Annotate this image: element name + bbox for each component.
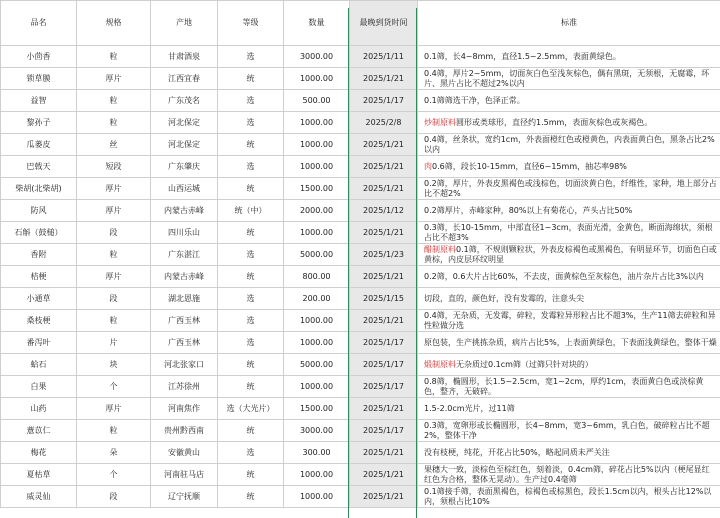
standard-text: 原包装，生产挑拣杂质，病片占比5%，上表面黄绿色，下表面浅黄绿色，整体干燥	[424, 337, 717, 347]
cell-qty[interactable]: 1500.00	[284, 398, 350, 420]
standard-text: 0.1筛，不规则颗粒状，外表皮棕褐色或黑褐色，有明显环节，切面色白或黄棕，内皮层环纹明显	[424, 244, 717, 264]
cell-date[interactable]: 2025/1/17	[350, 332, 418, 354]
standard-text: 0.3筛，长10-15mm，中部直径1~3cm，表面光滑，金黄色，断面海绵状，须根占比不超3%	[424, 222, 713, 242]
cell-origin[interactable]: 贵州黔西南	[151, 420, 218, 442]
table-row	[1, 178, 720, 200]
cell-name[interactable]: 黎孙子	[1, 112, 77, 134]
cell-spec[interactable]: 段	[77, 486, 151, 508]
selection-border-right	[416, 8, 417, 518]
cell-origin[interactable]: 山西运城	[151, 178, 218, 200]
cell-grade[interactable]: 选	[218, 310, 284, 332]
cell-name[interactable]: 益智	[1, 90, 77, 112]
standard-text: 0.1筛筛选干净，色泽正常。	[424, 95, 525, 105]
cell-origin[interactable]: 河北保定	[151, 134, 218, 156]
cell-qty[interactable]: 1000.00	[284, 68, 350, 90]
cell-spec[interactable]: 段	[77, 288, 151, 310]
cell-qty[interactable]: 1000.00	[284, 112, 350, 134]
cell-name[interactable]: 防风	[1, 200, 77, 222]
cell-origin[interactable]: 河北张家口	[151, 354, 218, 376]
cell-qty[interactable]: 1000.00	[284, 134, 350, 156]
table-row	[1, 442, 720, 464]
cell-qty[interactable]: 5000.00	[284, 244, 350, 266]
cell-qty[interactable]: 3000.00	[284, 46, 350, 68]
cell-standard[interactable]	[418, 200, 720, 222]
cell-grade[interactable]: 选	[218, 90, 284, 112]
cell-origin[interactable]: 江西宜春	[151, 68, 218, 90]
cell-name[interactable]: 夏枯草	[1, 464, 77, 486]
standard-text: 0.1筛，长4~8mm，直径1.5~2.5mm，表面黄绿色。	[424, 51, 621, 61]
cell-date[interactable]: 2025/1/21	[350, 68, 418, 90]
cell-date[interactable]: 2025/1/21	[350, 398, 418, 420]
cell-name[interactable]: 柴胡(北柴胡)	[1, 178, 77, 200]
cell-name[interactable]: 威灵仙	[1, 486, 77, 508]
table-body	[1, 46, 720, 508]
cell-date[interactable]: 2025/2/8	[350, 112, 418, 134]
cell-origin[interactable]: 河北保定	[151, 112, 218, 134]
cell-date[interactable]: 2025/1/21	[350, 486, 418, 508]
standard-text: 0.4筛，丝条状，宽约1cm，外表面橙红色或橙黄色，内表面黄白色，黑条占比2%以内	[424, 134, 715, 154]
cell-grade[interactable]: 统	[218, 464, 284, 486]
cell-name[interactable]: 番泻叶	[1, 332, 77, 354]
cell-qty[interactable]: 1000.00	[284, 222, 350, 244]
cell-qty[interactable]: 1500.00	[284, 178, 350, 200]
standard-text: 果穗大一致，淡棕色至棕红色，刻着淡，0.4cm筛，碎花占比5%以内（梗尾显红红色为合格，整体无晃动）。生产过0.4毫筛	[424, 464, 710, 484]
cell-origin[interactable]: 河南驻马店	[151, 464, 218, 486]
cell-name[interactable]: 石斛（鼓槌）	[1, 222, 77, 244]
cell-grade[interactable]: 统	[218, 354, 284, 376]
cell-spec[interactable]: 朵	[77, 442, 151, 464]
cell-spec[interactable]: 厚片	[77, 200, 151, 222]
cell-origin[interactable]: 广东肇庆	[151, 156, 218, 178]
header-grade[interactable]: 等级	[218, 1, 284, 46]
standard-text: 0.4筛，厚片2~5mm，切面灰白色至浅灰棕色，偶有黑斑，无须根，无腐霉，坏片、黑片占比不超过2%以内	[424, 68, 710, 88]
cell-origin[interactable]: 内蒙古赤峰	[151, 200, 218, 222]
cell-date[interactable]: 2025/1/17	[350, 420, 418, 442]
cell-grade[interactable]: 统	[218, 68, 284, 90]
cell-spec[interactable]: 短段	[77, 156, 151, 178]
cell-origin[interactable]: 江苏徐州	[151, 376, 218, 398]
selection-border-left	[348, 8, 349, 518]
cell-name[interactable]: 梅花	[1, 442, 77, 464]
table-row	[1, 486, 720, 508]
standard-text: 没有枝梗，纯花，开花占比50%，略起同质未严关注	[424, 447, 610, 457]
cell-date[interactable]: 2025/1/21	[350, 310, 418, 332]
cell-grade[interactable]: 选	[218, 442, 284, 464]
cell-grade[interactable]: 统	[218, 376, 284, 398]
cell-standard[interactable]	[418, 486, 720, 508]
cell-standard[interactable]	[418, 442, 720, 464]
cell-standard[interactable]	[418, 354, 720, 376]
cell-standard[interactable]	[418, 46, 720, 68]
cell-qty[interactable]: 5000.00	[284, 354, 350, 376]
header-spec[interactable]: 规格	[77, 1, 151, 46]
cell-origin[interactable]: 辽宁抚顺	[151, 486, 218, 508]
cell-spec[interactable]: 厚片	[77, 68, 151, 90]
cell-standard[interactable]	[418, 156, 720, 178]
cell-name[interactable]: 小通草	[1, 288, 77, 310]
cell-standard[interactable]	[418, 222, 720, 244]
cell-spec[interactable]: 粒	[77, 420, 151, 442]
standard-text: 0.2筛，厚片，外表皮黑褐色或浅棕色，切面淡黄白色，纤维性，家种，地上部分占比不超2%	[424, 178, 717, 198]
table-row	[1, 464, 720, 486]
cell-qty[interactable]: 3000.00	[284, 420, 350, 442]
cell-qty[interactable]: 1000.00	[284, 156, 350, 178]
cell-origin[interactable]: 四川乐山	[151, 222, 218, 244]
cell-name[interactable]: 锁草膜	[1, 68, 77, 90]
cell-standard[interactable]	[418, 376, 720, 398]
standard-text: 圆形或类球形，直径约1.5mm，表面灰棕色或灰褐色。	[456, 117, 653, 127]
cell-grade[interactable]: 选	[218, 288, 284, 310]
cell-standard[interactable]	[418, 420, 720, 442]
standard-text: 0.1筛接手筛，表面黑褐色，棕褐色或棕黑色，段长1.5cm以内，根头占比12%以内，须根占比10%	[424, 486, 712, 506]
cell-spec[interactable]: 粒	[77, 310, 151, 332]
table-row	[1, 376, 720, 398]
cell-date[interactable]: 2025/1/21	[350, 442, 418, 464]
cell-name[interactable]: 桔梗	[1, 266, 77, 288]
cell-spec[interactable]: 块	[77, 354, 151, 376]
cell-date[interactable]: 2025/1/21	[350, 464, 418, 486]
cell-grade[interactable]: 统	[218, 222, 284, 244]
cell-name[interactable]: 瓜蒌皮	[1, 134, 77, 156]
cell-date[interactable]: 2025/1/21	[350, 222, 418, 244]
standard-text: 0.4筛，无杂质，无发霉，碎粒，发霉粒异形粒占比不超3%，生产11筛去碎粒和异性粒做分选	[424, 310, 716, 330]
cell-standard[interactable]	[418, 310, 720, 332]
standard-prefix: 煅制原料	[424, 359, 456, 369]
cell-standard[interactable]	[418, 134, 720, 156]
cell-name[interactable]: 巴戟天	[1, 156, 77, 178]
cell-name[interactable]: 薏苡仁	[1, 420, 77, 442]
cell-grade[interactable]: 统	[218, 266, 284, 288]
cell-origin[interactable]: 甘肃酒泉	[151, 46, 218, 68]
cell-grade[interactable]: 选	[218, 46, 284, 68]
cell-standard[interactable]	[418, 90, 720, 112]
cell-standard[interactable]	[418, 68, 720, 90]
cell-date[interactable]: 2025/1/11	[350, 46, 418, 68]
cell-standard[interactable]	[418, 288, 720, 310]
table-row	[1, 156, 720, 178]
table-row	[1, 200, 720, 222]
standard-text: 1.5-2.0cm光片，过11筛	[424, 403, 515, 413]
standard-text: 0.3筛，宽卵形或长椭圆形，长4~8mm，宽3~6mm，乳白色，破碎粒占比不超2%，整体干净	[424, 420, 710, 440]
cell-name[interactable]: 山药	[1, 398, 77, 420]
table-row	[1, 90, 720, 112]
cell-date[interactable]: 2025/1/23	[350, 244, 418, 266]
cell-date[interactable]: 2025/1/17	[350, 354, 418, 376]
cell-spec[interactable]: 个	[77, 464, 151, 486]
standard-prefix: 醋制原料	[424, 244, 456, 254]
cell-qty[interactable]: 1000.00	[284, 464, 350, 486]
standard-text: 0.2筛厚片，赤峰家种，80%以上有菊花心，芦头占比50%	[424, 205, 633, 215]
table-row	[1, 288, 720, 310]
cell-grade[interactable]: 选	[218, 244, 284, 266]
cell-qty[interactable]: 1000.00	[284, 376, 350, 398]
table-row	[1, 134, 720, 156]
cell-grade[interactable]: 选	[218, 156, 284, 178]
cell-date[interactable]: 2025/1/15	[350, 288, 418, 310]
cell-qty[interactable]: 300.00	[284, 442, 350, 464]
cell-grade[interactable]: 统	[218, 178, 284, 200]
cell-standard[interactable]	[418, 178, 720, 200]
standard-text: 0.6筛，段长10-15mm，直径6~15mm，抽芯率98%	[432, 161, 627, 171]
standard-text: 无杂质过0.1cm筛（过筛只针对块的）	[456, 359, 593, 369]
cell-grade[interactable]: 选	[218, 332, 284, 354]
cell-origin[interactable]: 广东茂名	[151, 90, 218, 112]
cell-standard[interactable]	[418, 398, 720, 420]
standard-prefix: 炒制原料	[424, 117, 456, 127]
table-row	[1, 112, 720, 134]
cell-grade[interactable]: 统（中）	[218, 200, 284, 222]
header-row	[1, 1, 720, 46]
cell-standard[interactable]	[418, 332, 720, 354]
cell-date[interactable]: 2025/1/21	[350, 134, 418, 156]
table-row	[1, 354, 720, 376]
cell-spec[interactable]: 段	[77, 222, 151, 244]
cell-standard[interactable]	[418, 266, 720, 288]
cell-spec[interactable]: 粒	[77, 90, 151, 112]
cell-qty[interactable]: 200.00	[284, 288, 350, 310]
header-name[interactable]: 品名	[1, 1, 77, 46]
table-row	[1, 244, 720, 266]
header-date[interactable]: 最晚到货时间	[350, 1, 418, 46]
cell-grade[interactable]: 统	[218, 134, 284, 156]
cell-origin[interactable]: 安徽黄山	[151, 442, 218, 464]
cell-spec[interactable]: 厚片	[77, 266, 151, 288]
cell-spec[interactable]: 粒	[77, 46, 151, 68]
cell-standard[interactable]	[418, 112, 720, 134]
cell-qty[interactable]: 800.00	[284, 266, 350, 288]
cell-origin[interactable]: 广西玉林	[151, 310, 218, 332]
cell-qty[interactable]: 1000.00	[284, 486, 350, 508]
cell-spec[interactable]: 个	[77, 376, 151, 398]
standard-text: 0.2筛，0.6大片占比60%，不去皮，面黄棕色至灰棕色，油片杂片占比3%以内	[424, 271, 704, 281]
table-row	[1, 68, 720, 90]
cell-name[interactable]: 小茴香	[1, 46, 77, 68]
cell-name[interactable]: 白果	[1, 376, 77, 398]
table-row	[1, 398, 720, 420]
standard-text: 0.8筛，椭圆形，长1.5~2.5cm，宽1~2cm，厚约1cm，表面黄白色或淡棕黄色，整齐，无破碎。	[424, 376, 704, 396]
cell-date[interactable]: 2025/1/21	[350, 178, 418, 200]
cell-date[interactable]: 2025/1/17	[350, 90, 418, 112]
cell-grade[interactable]: 统	[218, 420, 284, 442]
cell-origin[interactable]: 广西玉林	[151, 332, 218, 354]
cell-origin[interactable]: 河南焦作	[151, 398, 218, 420]
cell-spec[interactable]: 丝	[77, 134, 151, 156]
table-row	[1, 420, 720, 442]
cell-qty[interactable]: 500.00	[284, 90, 350, 112]
cell-grade[interactable]: 统	[218, 486, 284, 508]
cell-date[interactable]: 2025/1/17	[350, 376, 418, 398]
cell-date[interactable]: 2025/1/21	[350, 156, 418, 178]
header-standard[interactable]: 标准	[418, 1, 720, 46]
standard-text: 切段，直的，颜色好，没有发霉的，注意头尖	[424, 293, 584, 303]
cell-qty[interactable]: 1000.00	[284, 310, 350, 332]
cell-grade[interactable]: 选（大光片）	[218, 398, 284, 420]
header-origin[interactable]: 产地	[151, 1, 218, 46]
cell-qty[interactable]: 2000.00	[284, 200, 350, 222]
cell-origin[interactable]: 内蒙古赤峰	[151, 266, 218, 288]
cell-name[interactable]: 蛤石	[1, 354, 77, 376]
standard-prefix: 肉	[424, 161, 432, 171]
cell-spec[interactable]: 厚片	[77, 178, 151, 200]
cell-origin[interactable]: 广东湛江	[151, 244, 218, 266]
table-row	[1, 222, 720, 244]
cell-spec[interactable]: 厚片	[77, 398, 151, 420]
cell-spec[interactable]: 片	[77, 332, 151, 354]
cell-date[interactable]: 2025/1/12	[350, 200, 418, 222]
cell-date[interactable]: 2025/1/21	[350, 266, 418, 288]
cell-spec[interactable]: 粒	[77, 112, 151, 134]
cell-name[interactable]: 香附	[1, 244, 77, 266]
cell-spec[interactable]: 粒	[77, 244, 151, 266]
table-row	[1, 266, 720, 288]
table-row	[1, 310, 720, 332]
cell-standard[interactable]	[418, 244, 720, 266]
cell-name[interactable]: 桑枝梗	[1, 310, 77, 332]
header-qty[interactable]: 数量	[284, 1, 350, 46]
cell-origin[interactable]: 湖北恩施	[151, 288, 218, 310]
table-row	[1, 332, 720, 354]
table-row	[1, 46, 720, 68]
cell-qty[interactable]: 1000.00	[284, 332, 350, 354]
cell-grade[interactable]: 选	[218, 112, 284, 134]
cell-standard[interactable]	[418, 464, 720, 486]
